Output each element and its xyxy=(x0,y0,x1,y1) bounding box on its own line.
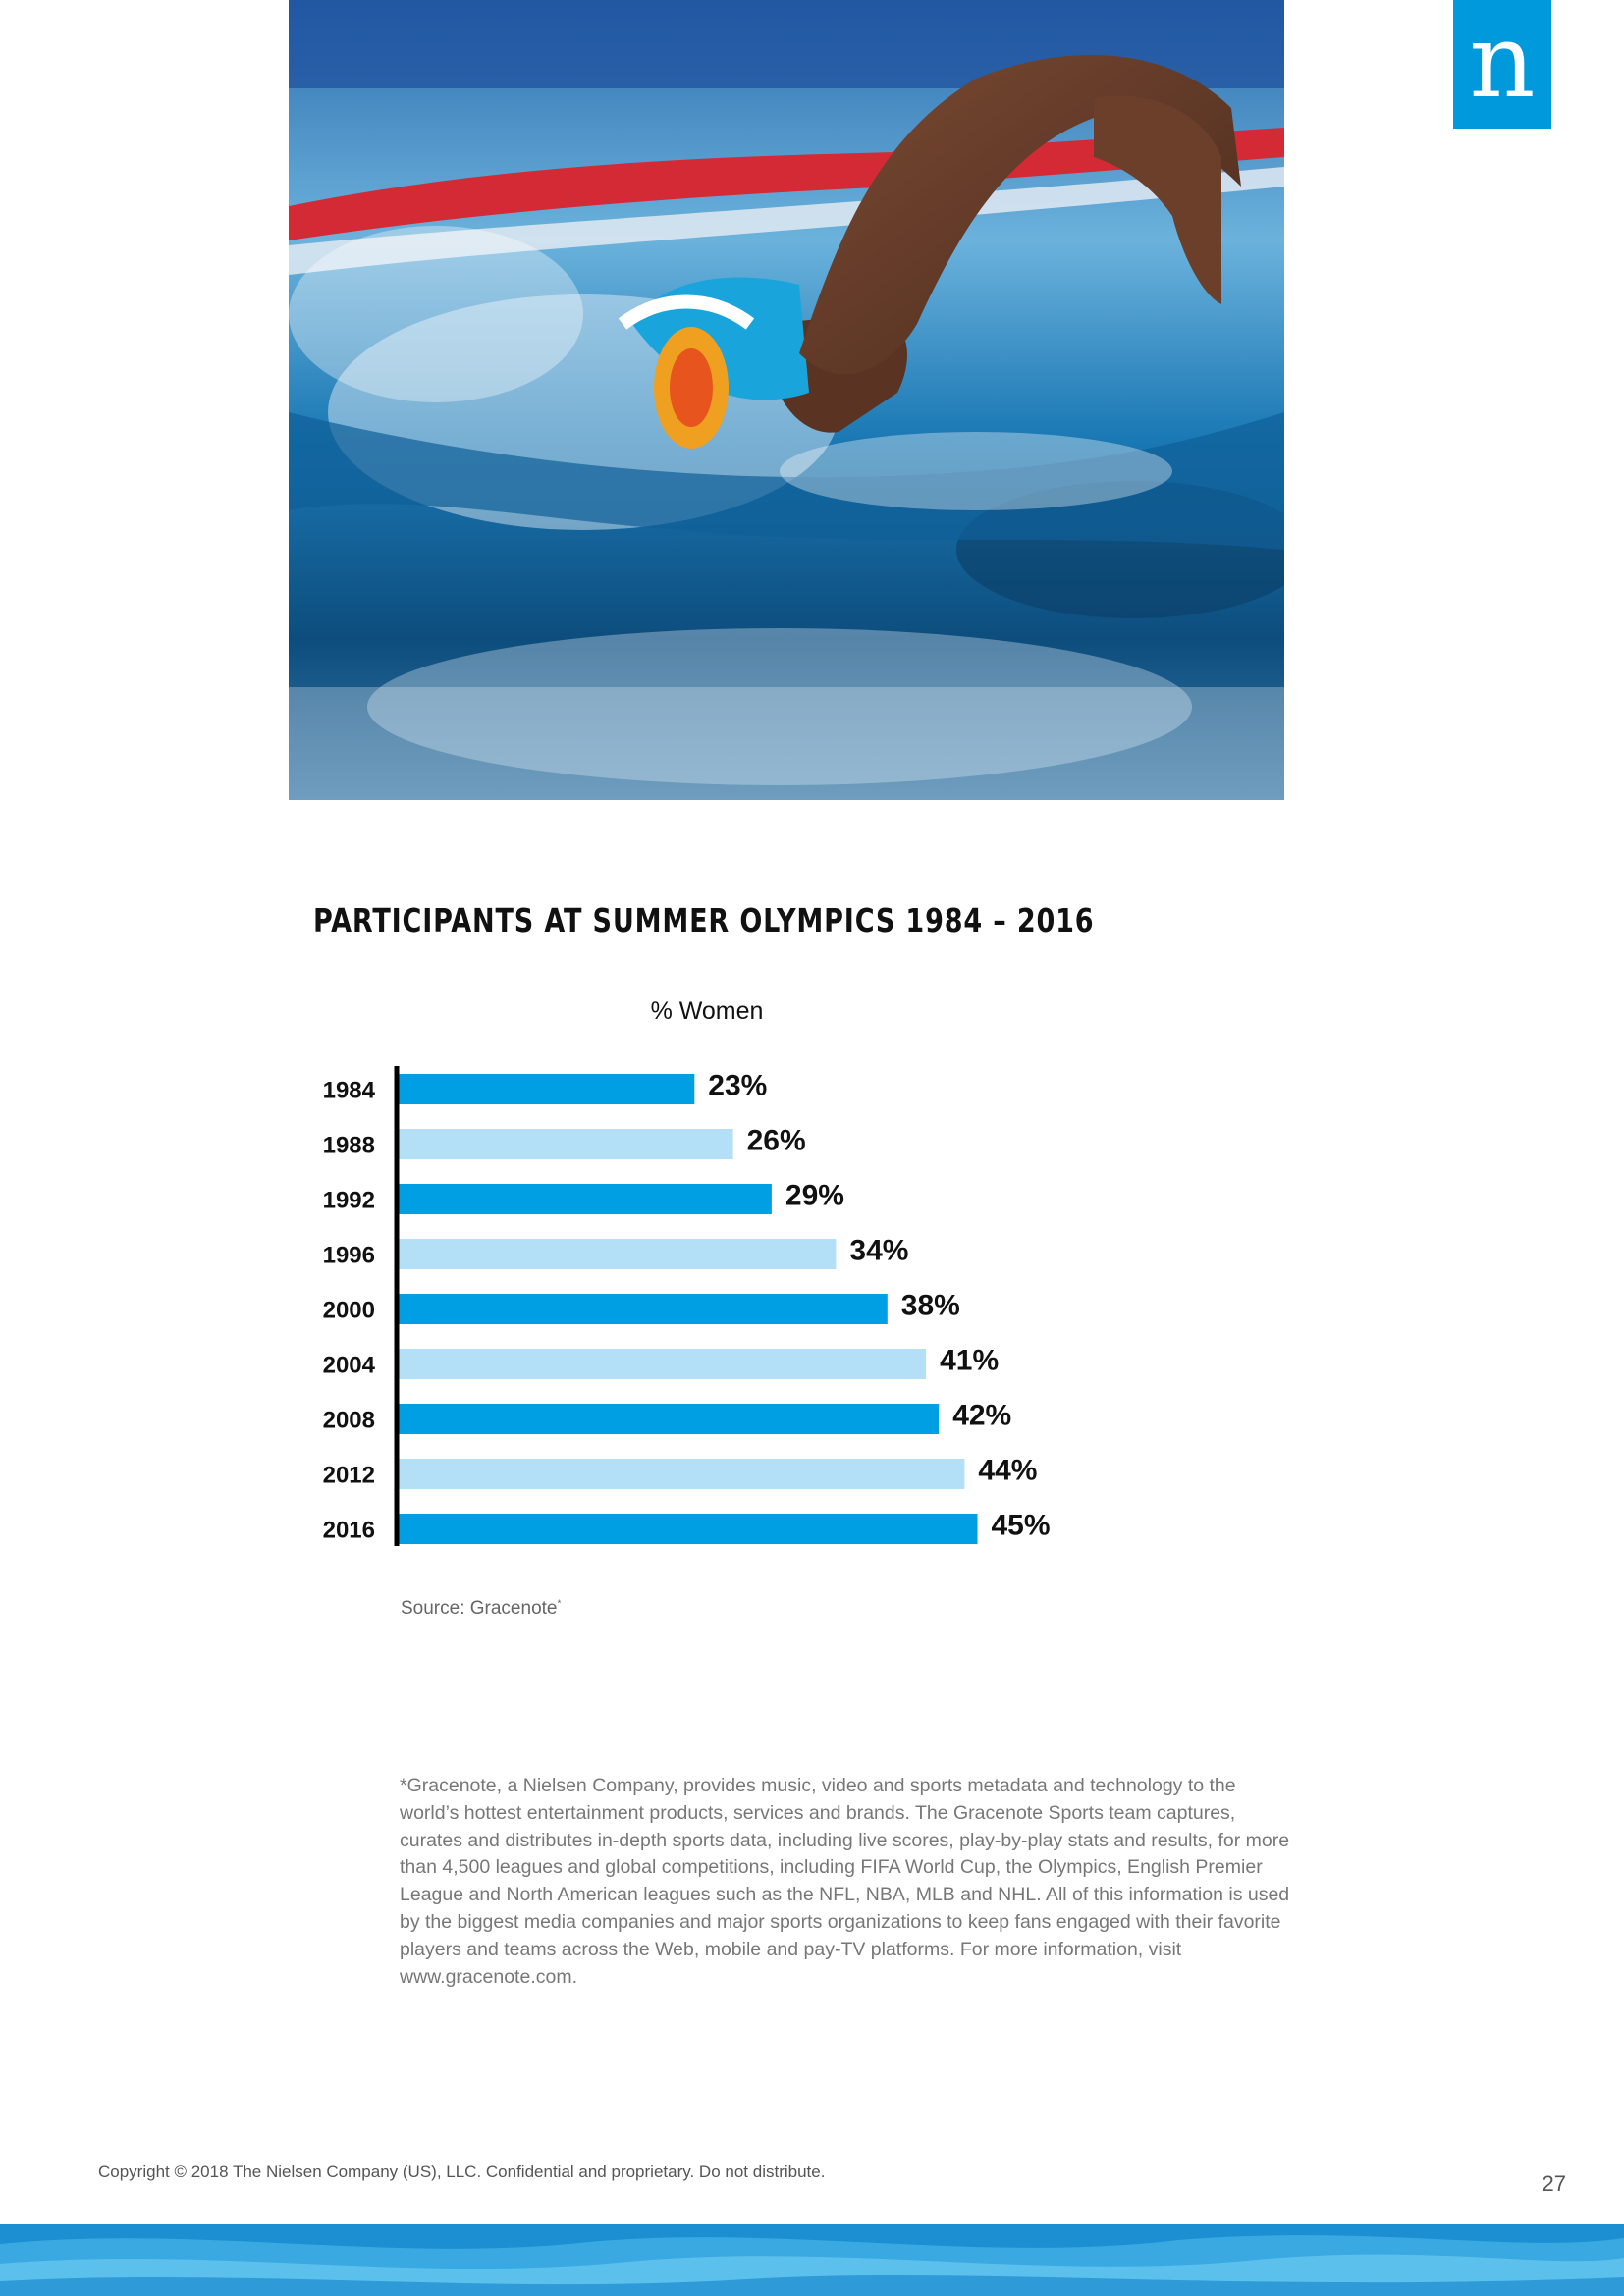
value-label-1996: 34% xyxy=(849,1234,909,1267)
bars-group xyxy=(323,1070,1051,1545)
logo-letter: n xyxy=(1469,0,1536,121)
value-label-2012: 44% xyxy=(978,1454,1038,1487)
bar-1996 xyxy=(399,1239,836,1269)
chart-subtitle: % Women xyxy=(650,997,764,1025)
page-number: 27 xyxy=(1542,2171,1566,2196)
wave-decoration xyxy=(0,2224,1624,2296)
bar-1988 xyxy=(399,1129,733,1159)
category-label-1984: 1984 xyxy=(322,1077,375,1104)
chart-title: PARTICIPANTS AT SUMMER OLYMPICS 1984 – 2016 xyxy=(313,901,1095,939)
category-label-2008: 2008 xyxy=(322,1407,375,1434)
category-label-2012: 2012 xyxy=(322,1462,375,1489)
footnote: *Gracenote, a Nielsen Company, provides music, video and sports metadata and technology to the world’s hottest entertainment products, services and brands. The Gracenote Sports team captures, curates and distributes in-depth sports data, including live scores, play-by-play stats and results, for more than 4,500 leagues and global competitions, including FIFA World Cup, the Olympics, English Premier League and North American leagues such as the NFL, NBA, MLB and NHL. All of this information is used by the biggest media companies and major sports organizations to keep fans engaged with their favorite players and teams across the Web, mobile and pay-TV platforms. For more information, visit www.gracenote.com. xyxy=(400,1775,1290,1988)
value-label-2008: 42% xyxy=(952,1399,1012,1432)
value-label-2016: 45% xyxy=(991,1509,1051,1542)
category-label-1996: 1996 xyxy=(322,1242,375,1269)
category-label-2004: 2004 xyxy=(322,1352,375,1379)
wave-band xyxy=(0,2224,1624,2296)
swimmer-photo xyxy=(289,0,1284,800)
value-label-1988: 26% xyxy=(746,1124,806,1157)
bar-2016 xyxy=(399,1514,978,1544)
value-label-2000: 38% xyxy=(900,1289,960,1322)
value-label-1984: 23% xyxy=(708,1069,768,1102)
bar-2012 xyxy=(399,1459,964,1489)
bar-1984 xyxy=(399,1074,694,1104)
bar-2000 xyxy=(399,1294,888,1324)
nielsen-logo xyxy=(1453,0,1551,129)
category-label-2016: 2016 xyxy=(322,1517,375,1544)
source-text: Source: Gracenote xyxy=(401,1598,558,1619)
bar-2008 xyxy=(399,1404,939,1434)
category-label-1992: 1992 xyxy=(322,1187,375,1214)
copyright: Copyright © 2018 The Nielsen Company (US), LLC. Confidential and proprietary. Do not distribute. xyxy=(98,2163,826,2181)
bar-chart xyxy=(295,1060,1100,1571)
chart-source xyxy=(401,1598,561,1620)
value-label-1992: 29% xyxy=(785,1179,844,1212)
value-label-2004: 41% xyxy=(940,1344,1000,1377)
bar-1992 xyxy=(399,1184,772,1214)
category-label-2000: 2000 xyxy=(322,1297,375,1324)
category-label-1988: 1988 xyxy=(322,1132,375,1159)
bar-2004 xyxy=(399,1349,926,1379)
source-mark: * xyxy=(557,1598,562,1610)
swimmer-illustration xyxy=(289,0,1284,800)
